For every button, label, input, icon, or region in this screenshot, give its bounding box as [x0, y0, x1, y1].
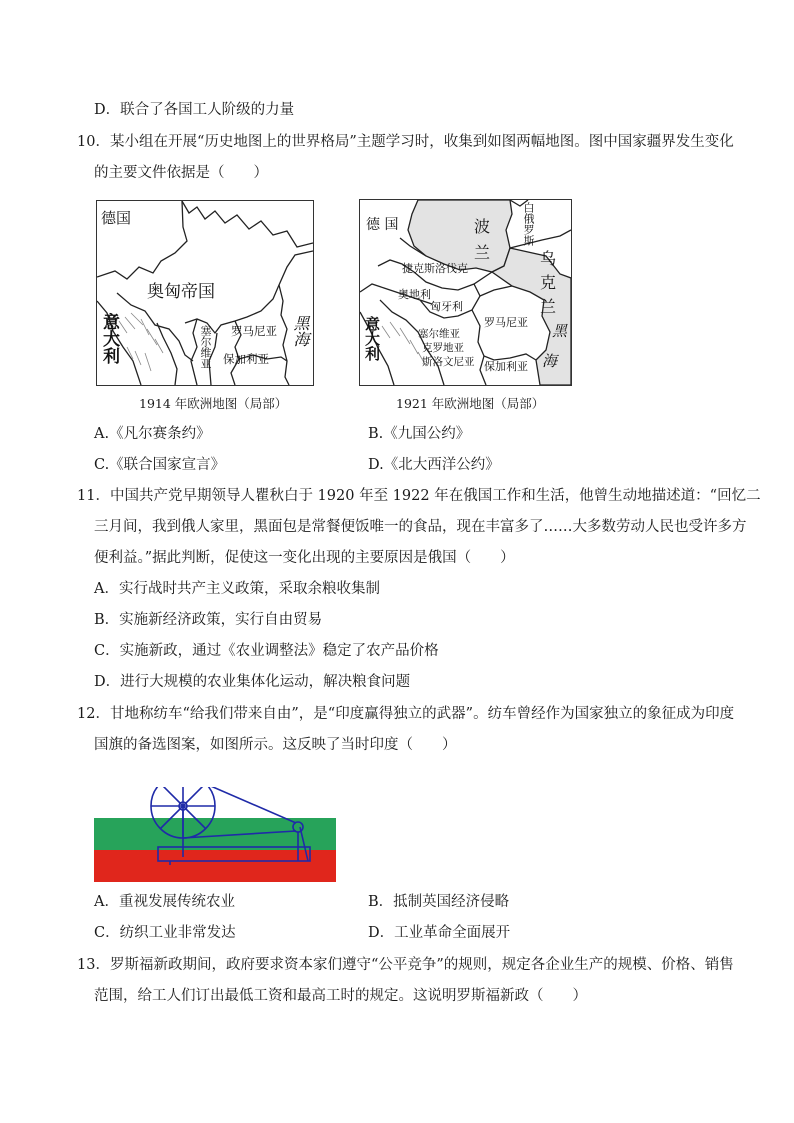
q12-stem-line2: 国旗的备选图案，如图所示。这反映了当时印度（ ） — [94, 737, 457, 753]
map2-label-czechoslovakia: 捷克斯洛伐克 — [402, 262, 468, 275]
map2-label-belarus: 白俄罗斯 — [522, 202, 535, 246]
q11-stem-line1: 11．中国共产党早期领导人瞿秋白于 1920 年至 1922 年在俄国工作和生活，他曾生动地描述道：“回忆二 — [77, 488, 761, 504]
q12-option-a: A．重视发展传统农业 — [94, 894, 235, 910]
q10-option-b: B.《九国公约》 — [368, 426, 471, 442]
map-1914 — [96, 200, 314, 386]
q12-stem-line1: 12．甘地称纺车“给我们带来自由”，是“印度赢得独立的武器”。纺车曾经作为国家独立的象征成为印度 — [77, 706, 735, 722]
q10-option-a: A.《凡尔赛条约》 — [94, 426, 211, 442]
map2-label-yugoslavia-2: 克罗地亚 — [422, 342, 464, 354]
spinning-wheel-flag — [94, 787, 336, 882]
q11-stem-line2: 三月间，我到俄人家里，黑面包是常餐便饭唯一的食品，现在丰富多了……大多数劳动人民也受许多方 — [94, 519, 747, 535]
q10-stem-line2: 的主要文件依据是（ ） — [94, 165, 268, 181]
q9-option-d: D．联合了各国工人阶级的力量 — [94, 102, 295, 118]
map2-label-hungary: 匈牙利 — [430, 300, 463, 313]
map2-label-bulgaria: 保加利亚 — [484, 360, 528, 373]
q11-option-c: C．实施新政，通过《农业调整法》稳定了农产品价格 — [94, 643, 439, 659]
map2-label-black-sea-2: 海 — [542, 352, 558, 370]
map2-label-romania: 罗马尼亚 — [484, 316, 528, 329]
q12-option-c: C．纺织工业非常发达 — [94, 925, 236, 941]
map2-label-yugoslavia-3: 斯洛文尼亚 — [422, 356, 475, 368]
q11-option-a: A．实行战时共产主义政策，采取余粮收集制 — [94, 581, 380, 597]
q11-stem-line3: 便利益。”据此判断，促使这一变化出现的主要原因是俄国（ ） — [94, 550, 515, 566]
map2-label-yugoslavia-1: 塞尔维亚 — [418, 328, 460, 340]
map2-label-ukraine-1: 乌 — [540, 249, 557, 268]
map1-label-bulgaria: 保加利亚 — [223, 352, 269, 366]
map1-label-germany: 德国 — [101, 209, 132, 227]
map2-label-poland-2: 兰 — [474, 243, 491, 262]
q13-stem-line1: 13．罗斯福新政期间，政府要求资本家们遵守“公平竞争”的规则，规定各企业生产的规模、价格、销售 — [77, 957, 734, 973]
q11-option-b: B．实施新经济政策，实行自由贸易 — [94, 612, 323, 628]
q10-option-c: C.《联合国家宣言》 — [94, 457, 226, 473]
map-1921-caption: 1921 年欧洲地图（局部） — [396, 396, 545, 411]
map1-label-black-sea: 黑海 — [291, 315, 310, 347]
map1-label-italy: 意大利 — [99, 313, 119, 364]
map-1914-caption: 1914 年欧洲地图（局部） — [139, 396, 288, 411]
q12-option-b: B．抵制英国经济侵略 — [368, 894, 510, 910]
map2-label-ukraine-2: 克 — [540, 273, 557, 292]
q11-option-d: D．进行大规模的农业集体化运动，解决粮食问题 — [94, 674, 411, 690]
map-1921 — [359, 199, 572, 386]
map1-label-serbia: 塞尔维亚 — [199, 325, 212, 369]
q10-option-d: D.《北大西洋公约》 — [368, 457, 500, 473]
spinning-wheel-flag-graphic — [94, 787, 336, 882]
q12-option-d: D．工业革命全面展开 — [368, 925, 511, 941]
map2-label-italy: 意大利 — [363, 316, 381, 361]
q10-stem-line1: 10．某小组在开展“历史地图上的世界格局”主题学习时，收集到如图两幅地图。图中国家疆界发生变化 — [77, 134, 734, 150]
map2-label-austria: 奥地利 — [398, 288, 431, 301]
q13-stem-line2: 范围，给工人们订出最低工资和最高工时的规定。这说明罗斯福新政（ ） — [94, 988, 587, 1004]
map2-label-germany: 德 国 — [366, 217, 399, 233]
map2-label-poland-1: 波 — [474, 217, 491, 236]
map2-label-black-sea-1: 黑 — [552, 322, 568, 340]
map1-label-austria-hungary: 奥匈帝国 — [147, 282, 215, 302]
map1-label-romania: 罗马尼亚 — [231, 324, 277, 338]
map2-label-ukraine-3: 兰 — [540, 297, 557, 316]
